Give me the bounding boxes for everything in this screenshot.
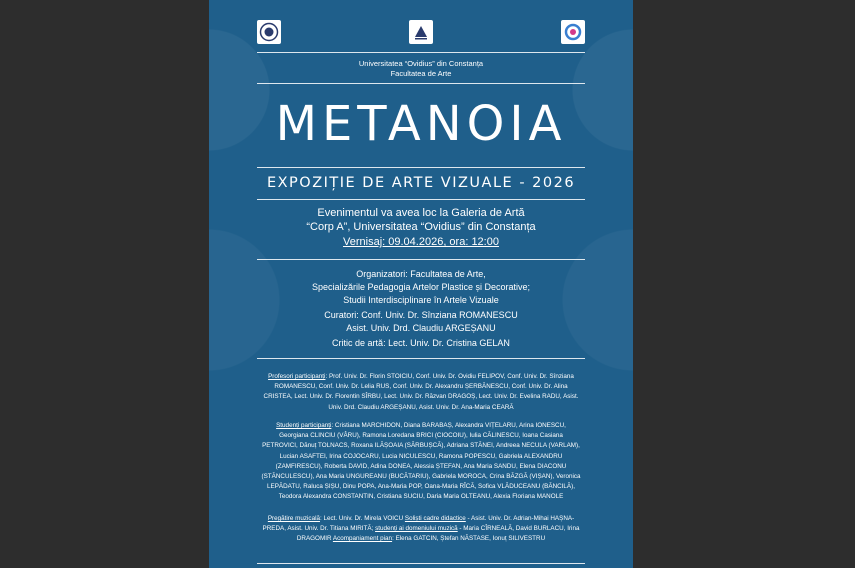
university-seal-icon [257, 20, 281, 44]
curators-line: Asist. Univ. Drd. Claudiu ARGEȘANU [346, 323, 496, 333]
soloists-label: Soliști cadre didactice [404, 515, 466, 522]
music-names: : Lect. Univ. Dr. Mirela VOICU [319, 515, 405, 522]
university-name: Universitatea “Ovidius” din Constanța [358, 59, 484, 68]
piano-label: Acompaniament pian [332, 535, 393, 543]
divider [257, 83, 585, 84]
exhibition-subtitle: EXPOZIȚIE DE ARTE VIZUALE - 2026 [266, 175, 576, 191]
divider [257, 563, 585, 564]
event-location [209, 207, 633, 234]
music-students-label: studenți ai domeniului muzică [375, 525, 458, 533]
exhibition-title: METANOIA [275, 96, 567, 152]
piano-names: : Elena GATCIN, Ștefan NĂSTASE, Ionuț SILIVESTRU [392, 535, 546, 543]
professors-names: : Prof. Univ. Dr. Florin STOICIU, Conf. Univ. Dr. Ovidiu FELIPOV, Conf. Univ. Dr. Sînziana ROMANESCU, Conf. Univ. Dr. Lelia RUS, Conf. Univ. Dr. Alexandru ȘERBĂNESCU, Conf. Univ. Dr. Alina CRISTEA, Lect. Univ. Dr. Florentin SÎRBU, Lect. Univ. Dr. Răzvan DRAGOȘ, Lect. Univ. Dr. Evelina RADU, Asist. Univ. Drd. Claudiu ARGEȘANU, Asist. Univ. Dr. Ana-Maria CEARĂ [263, 373, 579, 411]
organizers-block [209, 268, 633, 350]
organizers-line: Studii Interdisciplinare în Artele Vizuale [343, 295, 499, 305]
divider [257, 259, 585, 260]
divider [257, 358, 585, 359]
organizers-line: Specializările Pedagogia Artelor Plastice și Decorative; [311, 282, 531, 292]
event-line-2: “Corp A”, Universitatea “Ovidius” din Constanța [306, 220, 536, 233]
curators-line: Curatori: Conf. Univ. Dr. Sînziana ROMANESCU [324, 310, 518, 320]
event-line-1: Evenimentul va avea loc la Galeria de Artă [317, 207, 525, 219]
faculty-name: Facultatea de Arte [390, 68, 452, 78]
professors-list [261, 372, 581, 413]
poster [209, 0, 633, 568]
arts-faculty-logo-icon [409, 20, 433, 44]
divider [257, 167, 585, 168]
students-label: Studenți participanți [276, 422, 332, 429]
soloists-names: - Asist. Univ. Dr. Adrian-Mihai HAȘNA-PREDA, Asist. Univ. Dr. Titiana MIRITĂ; [262, 515, 575, 533]
students-list [261, 421, 581, 503]
students-names: : Cristiana MARCHIDON, Diana BARABAȘ, Alexandra VIȚELARU, Arina IONESCU, Georgiana CLINCIU (VÂRU), Ramona Loredana BRICI (CIOCOIU), Iulia CĂLINESCU, Ioana Casiana PETROVICI, Dănuț TOLNACS, Roxana ILĂȘOAIA (SĂRBUȘCĂ), Adriana STĂNEI, Andreea NECULA (VARLAM), Lucian ASAFTEI, Irina COJOCARU, Lucia NICULESCU, Ramona POPESCU, Gabriela ALEXANDRU (ZAMFIRESCU), Roberta DAVID, Adina DONEA, Alessia ȘTEFAN, Ana Maria SANDU, Elena DIACONU (STĂNCULESCU), Ana Maria UNGUREANU (BUCĂTARIU), Gabriela MOROCA, Crina BĂZGĂ (VIȘAN), Veronica LEPĂDATU, Raluca ȘIȘU, Dinu POPA, Ana-Maria POP, Oana-Maria RÎCĂ, Sofica VLĂDUCEANU (BĂNCILĂ), Teodora Alexandra CONSTANTIN, Cristiana SUCIU, Daria Maria OLTEANU, Alexia Floriana MANOLE [261, 422, 581, 501]
critic-line: Critic de artă: Lect. Univ. Dr. Cristina GELAN [332, 338, 510, 348]
university-header [209, 59, 633, 78]
music-credits [261, 514, 581, 545]
divider [257, 199, 585, 200]
circular-emblem-icon [561, 20, 585, 44]
music-students-names: - Maria CÎRNEALĂ, David BURLACU, Irina DRAGOMIR [296, 525, 580, 543]
professors-label: Profesori participanți [268, 373, 326, 380]
organizers-line: Organizatori: Facultatea de Arte, [356, 269, 486, 279]
vernisaj-date [209, 236, 633, 248]
music-label: Pregătire muzicală [267, 515, 320, 522]
vernisaj-text: Vernisaj: 09.04.2026, ora: 12:00 [343, 236, 499, 248]
divider [257, 52, 585, 53]
